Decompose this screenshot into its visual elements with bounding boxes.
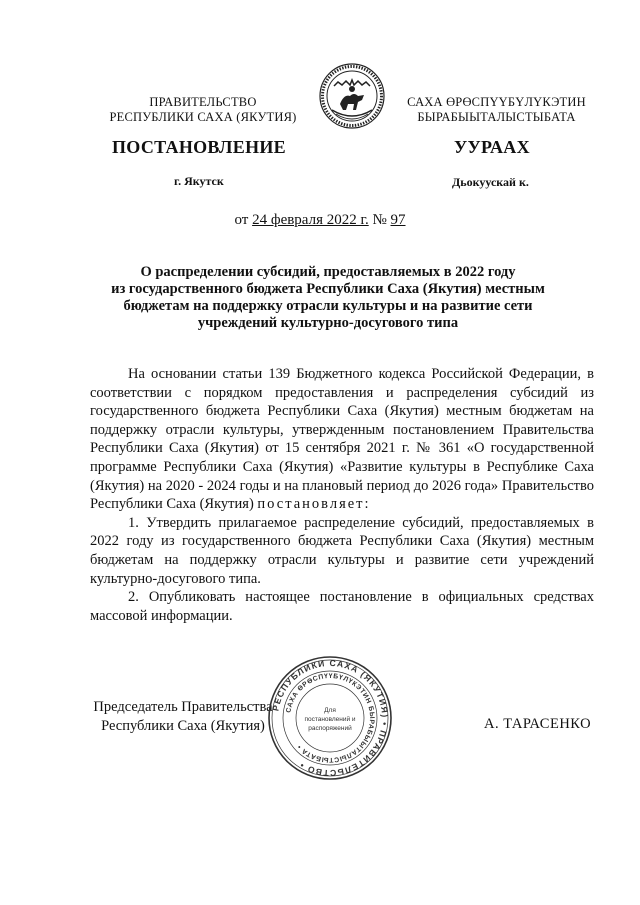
official-seal-stamp — [266, 654, 394, 782]
government-name-sakha-line2: БЫРАБЫЫТАЛЫСТЫБАТА — [417, 110, 576, 124]
title-line1: О распределении субсидий, предоставляемых в 2022 году — [140, 264, 516, 280]
document-date-number — [0, 212, 640, 229]
item-1: 1. Утвердить прилагаемое распределение субсидий, предоставляемых в 2022 году из государственного бюджета Республики Саха (Якутия) местным бюджетам на поддержку отрасли культуры и развитие сети учреждений культурно-досугового типа. — [90, 514, 594, 587]
government-name-russian — [98, 95, 308, 125]
title-line4: учреждений культурно-досугового типа — [197, 315, 459, 331]
government-name-sakha — [384, 95, 609, 125]
signatory-name: А. ТАРАСЕНКО — [484, 716, 592, 732]
date-prefix: от — [234, 212, 249, 228]
preamble-paragraph — [90, 365, 594, 514]
signatory-position-line2: Республики Саха (Якутия) — [101, 717, 265, 734]
stamp-center-line2: постановлений и — [304, 716, 356, 723]
signatory-position — [90, 698, 276, 735]
stamp-center-line3: распоряжений — [308, 725, 352, 732]
government-name-line1: ПРАВИТЕЛЬСТВО — [149, 95, 257, 109]
city-russian: г. Якутск — [174, 174, 224, 188]
document-type-sakha: УУРААХ — [454, 137, 530, 157]
document-number: 97 — [390, 212, 406, 228]
document-date: 24 февраля 2022 г. — [252, 212, 369, 228]
government-name-sakha-line1: САХА ӨРӨСПҮҮБҮЛҮКЭТИН — [407, 95, 586, 109]
title-line2: из государственного бюджета Республики Саха (Якутия) местным — [111, 281, 545, 297]
resolves-word: постановляет: — [257, 496, 371, 513]
stamp-center-line1: Для — [324, 707, 336, 714]
preamble-text: На основании статьи 139 Бюджетного кодекса Российской Федерации, в соответствии с порядком предоставления и распределения субсидий из государственного бюджета Республики Саха (Якутия) местным бюджетам на поддержку отрасли культуры, утвержденным постановлением Правительства Республики Саха (Якутия) от 15 сентября 2021 г. № 361 «О государственной программе Республики Саха (Якутия) «Развитие культуры в Республике Саха (Якутия) на 2020 - 2024 годы и на плановый период до 2026 года» Правительство Республики Саха (Якутия) — [90, 366, 594, 513]
signatory-position-line1: Председатель Правительства — [93, 699, 273, 715]
city-sakha: Дьокуускай к. — [452, 175, 529, 189]
document-title — [90, 264, 566, 332]
document-type-russian: ПОСТАНОВЛЕНИЕ — [112, 137, 286, 157]
number-label: № — [372, 212, 387, 228]
government-name-line2: РЕСПУБЛИКИ САХА (ЯКУТИЯ) — [109, 110, 297, 124]
sakha-coat-of-arms-icon — [318, 62, 386, 130]
document-body — [90, 365, 594, 625]
title-line3: бюджетам на поддержку отрасли культуры и на развитие сети — [123, 298, 533, 314]
item-2: 2. Опубликовать настоящее постановление в официальных средствах массовой информации. — [90, 589, 594, 624]
stamp-outer-textpath: РЕСПУБЛИКИ САХА (ЯКУТИЯ) • ПРАВИТЕЛЬСТВО • — [270, 657, 391, 779]
stamp-inner-textpath: САХА ӨРӨСПҮҮБҮЛҮКЭТИН БЫРАБЫЫТАЛЫСТЫБАТА • — [285, 672, 376, 764]
